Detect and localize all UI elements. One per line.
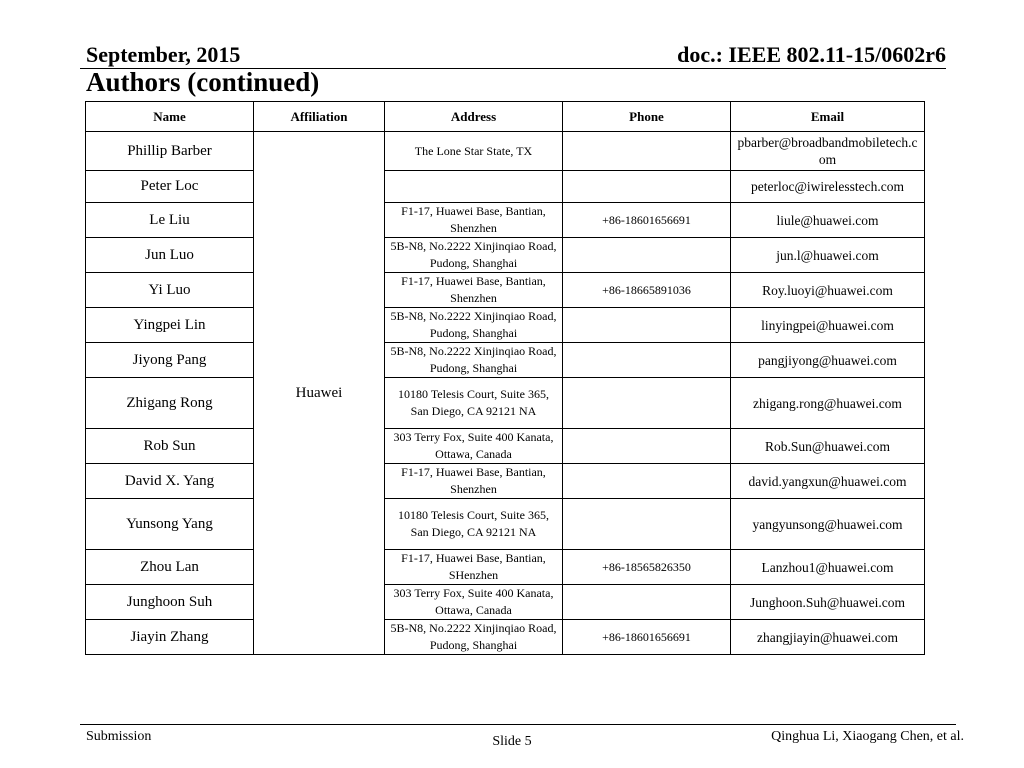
author-address: 10180 Telesis Court, Suite 365, San Diego, CA 92121 NA xyxy=(385,378,563,429)
author-email: zhangjiayin@huawei.com xyxy=(731,620,925,655)
table-header-row xyxy=(86,102,925,132)
footer-submission: Submission xyxy=(86,729,152,744)
author-address: 303 Terry Fox, Suite 400 Kanata, Ottawa, Canada xyxy=(385,585,563,620)
author-name: Rob Sun xyxy=(86,429,254,464)
author-email: Lanzhou1@huawei.com xyxy=(731,550,925,585)
table-row xyxy=(86,273,925,308)
author-email: Junghoon.Suh@huawei.com xyxy=(731,585,925,620)
column-header-affiliation: Affiliation xyxy=(254,102,385,132)
affiliation-cell: Huawei xyxy=(254,132,385,655)
table-row xyxy=(86,620,925,655)
table-row xyxy=(86,585,925,620)
author-phone xyxy=(563,378,731,429)
author-phone: +86-18565826350 xyxy=(563,550,731,585)
footer-authors: Qinghua Li, Xiaogang Chen, et al. xyxy=(771,729,964,744)
author-phone xyxy=(563,499,731,550)
author-name: Phillip Barber xyxy=(86,132,254,171)
author-phone xyxy=(563,308,731,343)
table-row xyxy=(86,464,925,499)
author-address: 5B-N8, No.2222 Xinjinqiao Road, Pudong, Shanghai xyxy=(385,620,563,655)
authors-table xyxy=(85,101,925,655)
author-name: Yingpei Lin xyxy=(86,308,254,343)
author-address: F1-17, Huawei Base, Bantian, SHenzhen xyxy=(385,550,563,585)
column-header-name: Name xyxy=(86,102,254,132)
author-name: Junghoon Suh xyxy=(86,585,254,620)
author-phone xyxy=(563,343,731,378)
author-phone xyxy=(563,238,731,273)
author-name: Jiyong Pang xyxy=(86,343,254,378)
table-row xyxy=(86,308,925,343)
author-name: Jun Luo xyxy=(86,238,254,273)
table-row xyxy=(86,343,925,378)
author-phone xyxy=(563,429,731,464)
table-row xyxy=(86,550,925,585)
author-email: pbarber@broadbandmobiletech.com xyxy=(731,132,925,171)
table-row xyxy=(86,171,925,203)
slide-title: Authors (continued) xyxy=(86,67,320,97)
author-address: F1-17, Huawei Base, Bantian, Shenzhen xyxy=(385,273,563,308)
table-row xyxy=(86,378,925,429)
author-email: linyingpei@huawei.com xyxy=(731,308,925,343)
author-email: peterloc@iwirelesstech.com xyxy=(731,171,925,203)
author-address: 5B-N8, No.2222 Xinjinqiao Road, Pudong, Shanghai xyxy=(385,343,563,378)
author-email: david.yangxun@huawei.com xyxy=(731,464,925,499)
author-name: Le Liu xyxy=(86,203,254,238)
column-header-address: Address xyxy=(385,102,563,132)
author-email: zhigang.rong@huawei.com xyxy=(731,378,925,429)
author-phone xyxy=(563,132,731,171)
footer-slide-number: Slide 5 xyxy=(492,734,532,749)
author-name: Jiayin Zhang xyxy=(86,620,254,655)
column-header-phone: Phone xyxy=(563,102,731,132)
author-email: Rob.Sun@huawei.com xyxy=(731,429,925,464)
column-header-email: Email xyxy=(731,102,925,132)
table-row xyxy=(86,203,925,238)
author-name: David X. Yang xyxy=(86,464,254,499)
author-email: jun.l@huawei.com xyxy=(731,238,925,273)
author-email: Roy.luoyi@huawei.com xyxy=(731,273,925,308)
table-row xyxy=(86,429,925,464)
table-row xyxy=(86,499,925,550)
author-address: F1-17, Huawei Base, Bantian, Shenzhen xyxy=(385,203,563,238)
header-date: September, 2015 xyxy=(86,42,241,67)
author-phone xyxy=(563,585,731,620)
author-phone: +86-18601656691 xyxy=(563,203,731,238)
author-email: yangyunsong@huawei.com xyxy=(731,499,925,550)
author-address: F1-17, Huawei Base, Bantian, Shenzhen xyxy=(385,464,563,499)
author-address: 5B-N8, No.2222 Xinjinqiao Road, Pudong, Shanghai xyxy=(385,308,563,343)
author-address: The Lone Star State, TX xyxy=(385,132,563,171)
author-phone xyxy=(563,171,731,203)
table-row xyxy=(86,238,925,273)
author-phone xyxy=(563,464,731,499)
author-address: 10180 Telesis Court, Suite 365, San Diego, CA 92121 NA xyxy=(385,499,563,550)
author-name: Peter Loc xyxy=(86,171,254,203)
author-name: Yi Luo xyxy=(86,273,254,308)
author-address: 303 Terry Fox, Suite 400 Kanata, Ottawa, Canada xyxy=(385,429,563,464)
author-address: 5B-N8, No.2222 Xinjinqiao Road, Pudong, Shanghai xyxy=(385,238,563,273)
header-doc-number: doc.: IEEE 802.11-15/0602r6 xyxy=(677,42,946,67)
author-phone: +86-18601656691 xyxy=(563,620,731,655)
author-phone: +86-18665891036 xyxy=(563,273,731,308)
author-email: pangjiyong@huawei.com xyxy=(731,343,925,378)
footer-divider xyxy=(80,724,956,725)
author-name: Yunsong Yang xyxy=(86,499,254,550)
author-name: Zhou Lan xyxy=(86,550,254,585)
author-email: liule@huawei.com xyxy=(731,203,925,238)
table-row xyxy=(86,132,925,171)
author-name: Zhigang Rong xyxy=(86,378,254,429)
author-address xyxy=(385,171,563,203)
